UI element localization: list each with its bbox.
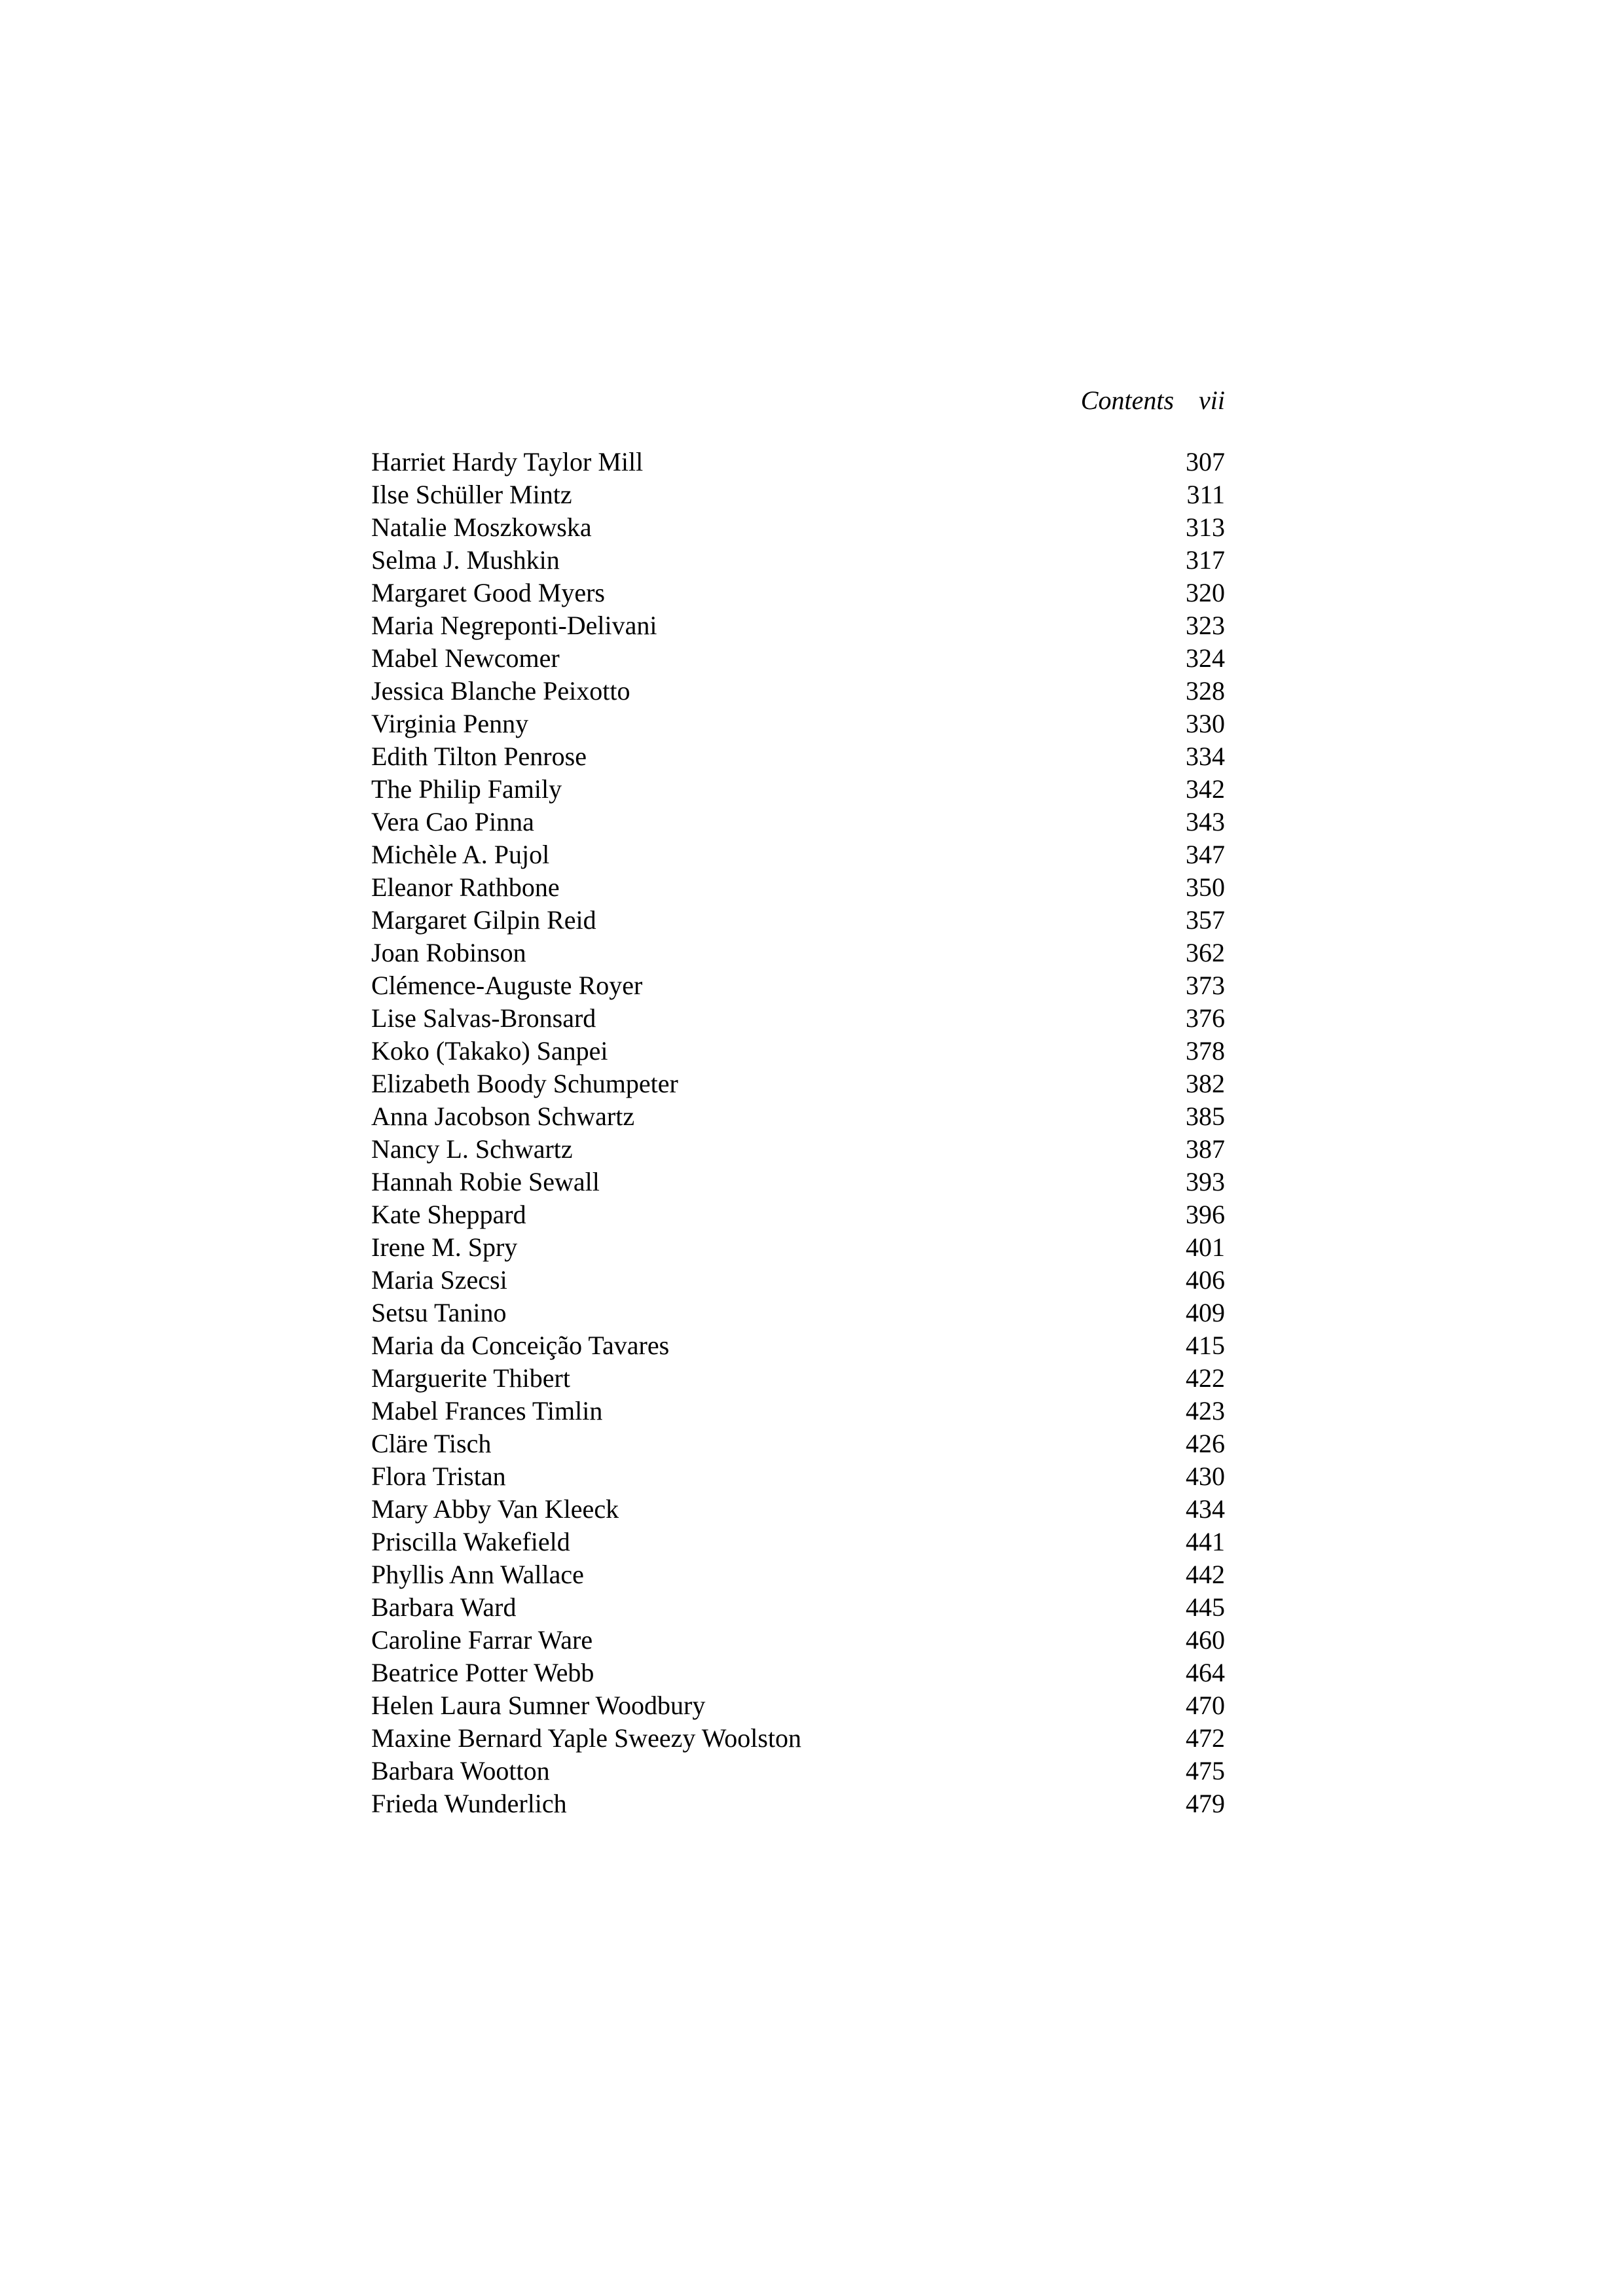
page-number: vii — [1199, 386, 1225, 415]
toc-entry — [371, 1722, 1225, 1755]
toc-entry-name: Kate Sheppard — [371, 1200, 526, 1229]
toc-entry-page-number: 460 — [1186, 1625, 1225, 1655]
toc-entry — [371, 1787, 1225, 1820]
toc-entry-page-number: 464 — [1186, 1658, 1225, 1687]
toc-entry — [371, 1264, 1225, 1297]
toc-entry-page-number: 409 — [1186, 1298, 1225, 1327]
toc-entry-name: Setsu Tanino — [371, 1298, 507, 1327]
toc-entry-name: Caroline Farrar Ware — [371, 1625, 593, 1655]
toc-entry-name: Mabel Frances Timlin — [371, 1396, 603, 1426]
toc-entry-page-number: 342 — [1186, 774, 1225, 804]
toc-entry — [371, 1657, 1225, 1689]
toc-entry — [371, 511, 1225, 544]
toc-entry-page-number: 430 — [1186, 1462, 1225, 1491]
toc-entry — [371, 1100, 1225, 1133]
toc-entry-name: Lise Salvas-Bronsard — [371, 1003, 596, 1033]
toc-entry-name: Maria da Conceição Tavares — [371, 1331, 670, 1360]
toc-entry-page-number: 423 — [1186, 1396, 1225, 1426]
toc-entry — [371, 1035, 1225, 1067]
toc-entry-name: Ilse Schüller Mintz — [371, 480, 572, 509]
toc-entry-page-number: 472 — [1186, 1723, 1225, 1753]
toc-entry — [371, 740, 1225, 773]
toc-entry-name: Mabel Newcomer — [371, 643, 560, 673]
toc-entry-name: Anna Jacobson Schwartz — [371, 1102, 635, 1131]
toc-entry — [371, 675, 1225, 708]
toc-entry-page-number: 415 — [1186, 1331, 1225, 1360]
toc-entry-page-number: 434 — [1186, 1494, 1225, 1524]
toc-entry-page-number: 445 — [1186, 1592, 1225, 1622]
toc-entry-page-number: 385 — [1186, 1102, 1225, 1131]
toc-entry-page-number: 362 — [1186, 938, 1225, 967]
toc-entry — [371, 1689, 1225, 1722]
toc-entry — [371, 871, 1225, 904]
toc-entry — [371, 708, 1225, 740]
toc-entry — [371, 642, 1225, 675]
toc-entry — [371, 1329, 1225, 1362]
toc-entry-page-number: 343 — [1186, 807, 1225, 836]
toc-entry-page-number: 479 — [1186, 1789, 1225, 1818]
toc-entry-name: Nancy L. Schwartz — [371, 1134, 573, 1164]
toc-entry — [371, 1198, 1225, 1231]
toc-entry-page-number: 307 — [1186, 447, 1225, 476]
running-header-title: Contents — [1080, 386, 1175, 415]
toc-entry — [371, 838, 1225, 871]
toc-entry — [371, 1067, 1225, 1100]
toc-entry-page-number: 317 — [1186, 545, 1225, 575]
toc-entry-page-number: 320 — [1186, 578, 1225, 607]
toc-entry-page-number: 393 — [1186, 1167, 1225, 1196]
toc-entry-page-number: 311 — [1186, 480, 1225, 509]
toc-entry-page-number: 313 — [1186, 512, 1225, 542]
toc-entry-name: Frieda Wunderlich — [371, 1789, 567, 1818]
toc-entry-page-number: 382 — [1186, 1069, 1225, 1098]
toc-entry-name: Elizabeth Boody Schumpeter — [371, 1069, 678, 1098]
toc-entry-page-number: 422 — [1186, 1363, 1225, 1393]
toc-entry-name: Virginia Penny — [371, 709, 529, 738]
toc-entry — [371, 1460, 1225, 1493]
toc-entry — [371, 609, 1225, 642]
toc-entry-page-number: 347 — [1186, 840, 1225, 869]
toc-entry-name: Jessica Blanche Peixotto — [371, 676, 630, 706]
toc-entry — [371, 1427, 1225, 1460]
toc-entry-name: Koko (Takako) Sanpei — [371, 1036, 608, 1066]
toc-entry-page-number: 323 — [1186, 611, 1225, 640]
toc-entry-page-number: 376 — [1186, 1003, 1225, 1033]
toc-entry-name: The Philip Family — [371, 774, 562, 804]
toc-entry-name: Flora Tristan — [371, 1462, 506, 1491]
toc-entry — [371, 544, 1225, 577]
toc-entry-name: Margaret Gilpin Reid — [371, 905, 596, 935]
toc-entry-page-number: 387 — [1186, 1134, 1225, 1164]
toc-entry — [371, 1755, 1225, 1787]
toc-entry-name: Phyllis Ann Wallace — [371, 1560, 584, 1589]
toc-entry-page-number: 396 — [1186, 1200, 1225, 1229]
toc-entry-page-number: 470 — [1186, 1691, 1225, 1720]
toc-entry — [371, 969, 1225, 1002]
toc-entry-name: Margaret Good Myers — [371, 578, 605, 607]
toc-entry — [371, 806, 1225, 838]
toc-entry-name: Cläre Tisch — [371, 1429, 492, 1458]
toc-entry-page-number: 330 — [1186, 709, 1225, 738]
toc-entry-name: Maria Szecsi — [371, 1265, 507, 1295]
toc-entry — [371, 446, 1225, 478]
toc-entry-name: Selma J. Mushkin — [371, 545, 560, 575]
toc-entry-name: Barbara Wootton — [371, 1756, 550, 1785]
toc-entry — [371, 1526, 1225, 1558]
toc-entry — [371, 1297, 1225, 1329]
toc-entry-page-number: 442 — [1186, 1560, 1225, 1589]
toc-entry-name: Joan Robinson — [371, 938, 526, 967]
toc-entry-page-number: 475 — [1186, 1756, 1225, 1785]
table-of-contents — [371, 446, 1225, 1820]
toc-entry-name: Helen Laura Sumner Woodbury — [371, 1691, 706, 1720]
toc-entry-name: Eleanor Rathbone — [371, 872, 560, 902]
toc-entry-name: Clémence-Auguste Royer — [371, 971, 643, 1000]
toc-entry-name: Maxine Bernard Yaple Sweezy Woolston — [371, 1723, 802, 1753]
toc-entry-name: Hannah Robie Sewall — [371, 1167, 600, 1196]
toc-entry-page-number: 401 — [1186, 1232, 1225, 1262]
toc-entry — [371, 773, 1225, 806]
toc-entry — [371, 1133, 1225, 1166]
toc-entry-name: Vera Cao Pinna — [371, 807, 534, 836]
toc-entry-name: Natalie Moszkowska — [371, 512, 592, 542]
toc-entry — [371, 1231, 1225, 1264]
toc-entry-name: Harriet Hardy Taylor Mill — [371, 447, 644, 476]
toc-entry — [371, 904, 1225, 937]
toc-entry-page-number: 426 — [1186, 1429, 1225, 1458]
toc-entry — [371, 1558, 1225, 1591]
toc-entry — [371, 937, 1225, 969]
toc-entry-page-number: 350 — [1186, 872, 1225, 902]
toc-entry-name: Beatrice Potter Webb — [371, 1658, 594, 1687]
toc-entry-page-number: 357 — [1186, 905, 1225, 935]
toc-entry-name: Mary Abby Van Kleeck — [371, 1494, 619, 1524]
toc-entry-page-number: 373 — [1186, 971, 1225, 1000]
toc-entry-page-number: 378 — [1186, 1036, 1225, 1066]
toc-entry-name: Maria Negreponti-Delivani — [371, 611, 657, 640]
toc-entry — [371, 577, 1225, 609]
toc-entry — [371, 1362, 1225, 1395]
toc-entry — [371, 1395, 1225, 1427]
toc-entry-page-number: 334 — [1186, 742, 1225, 771]
toc-entry-name: Michèle A. Pujol — [371, 840, 550, 869]
toc-entry-name: Marguerite Thibert — [371, 1363, 570, 1393]
toc-entry-name: Priscilla Wakefield — [371, 1527, 570, 1556]
running-header — [371, 381, 1225, 420]
toc-entry-page-number: 328 — [1186, 676, 1225, 706]
toc-entry-name: Edith Tilton Penrose — [371, 742, 587, 771]
toc-entry — [371, 1166, 1225, 1198]
toc-entry — [371, 478, 1225, 511]
toc-entry-page-number: 406 — [1186, 1265, 1225, 1295]
toc-entry-name: Irene M. Spry — [371, 1232, 518, 1262]
toc-entry — [371, 1591, 1225, 1624]
toc-entry — [371, 1493, 1225, 1526]
toc-entry-page-number: 441 — [1186, 1527, 1225, 1556]
toc-entry — [371, 1002, 1225, 1035]
toc-entry-page-number: 324 — [1186, 643, 1225, 673]
toc-entry-name: Barbara Ward — [371, 1592, 517, 1622]
toc-entry — [371, 1624, 1225, 1657]
